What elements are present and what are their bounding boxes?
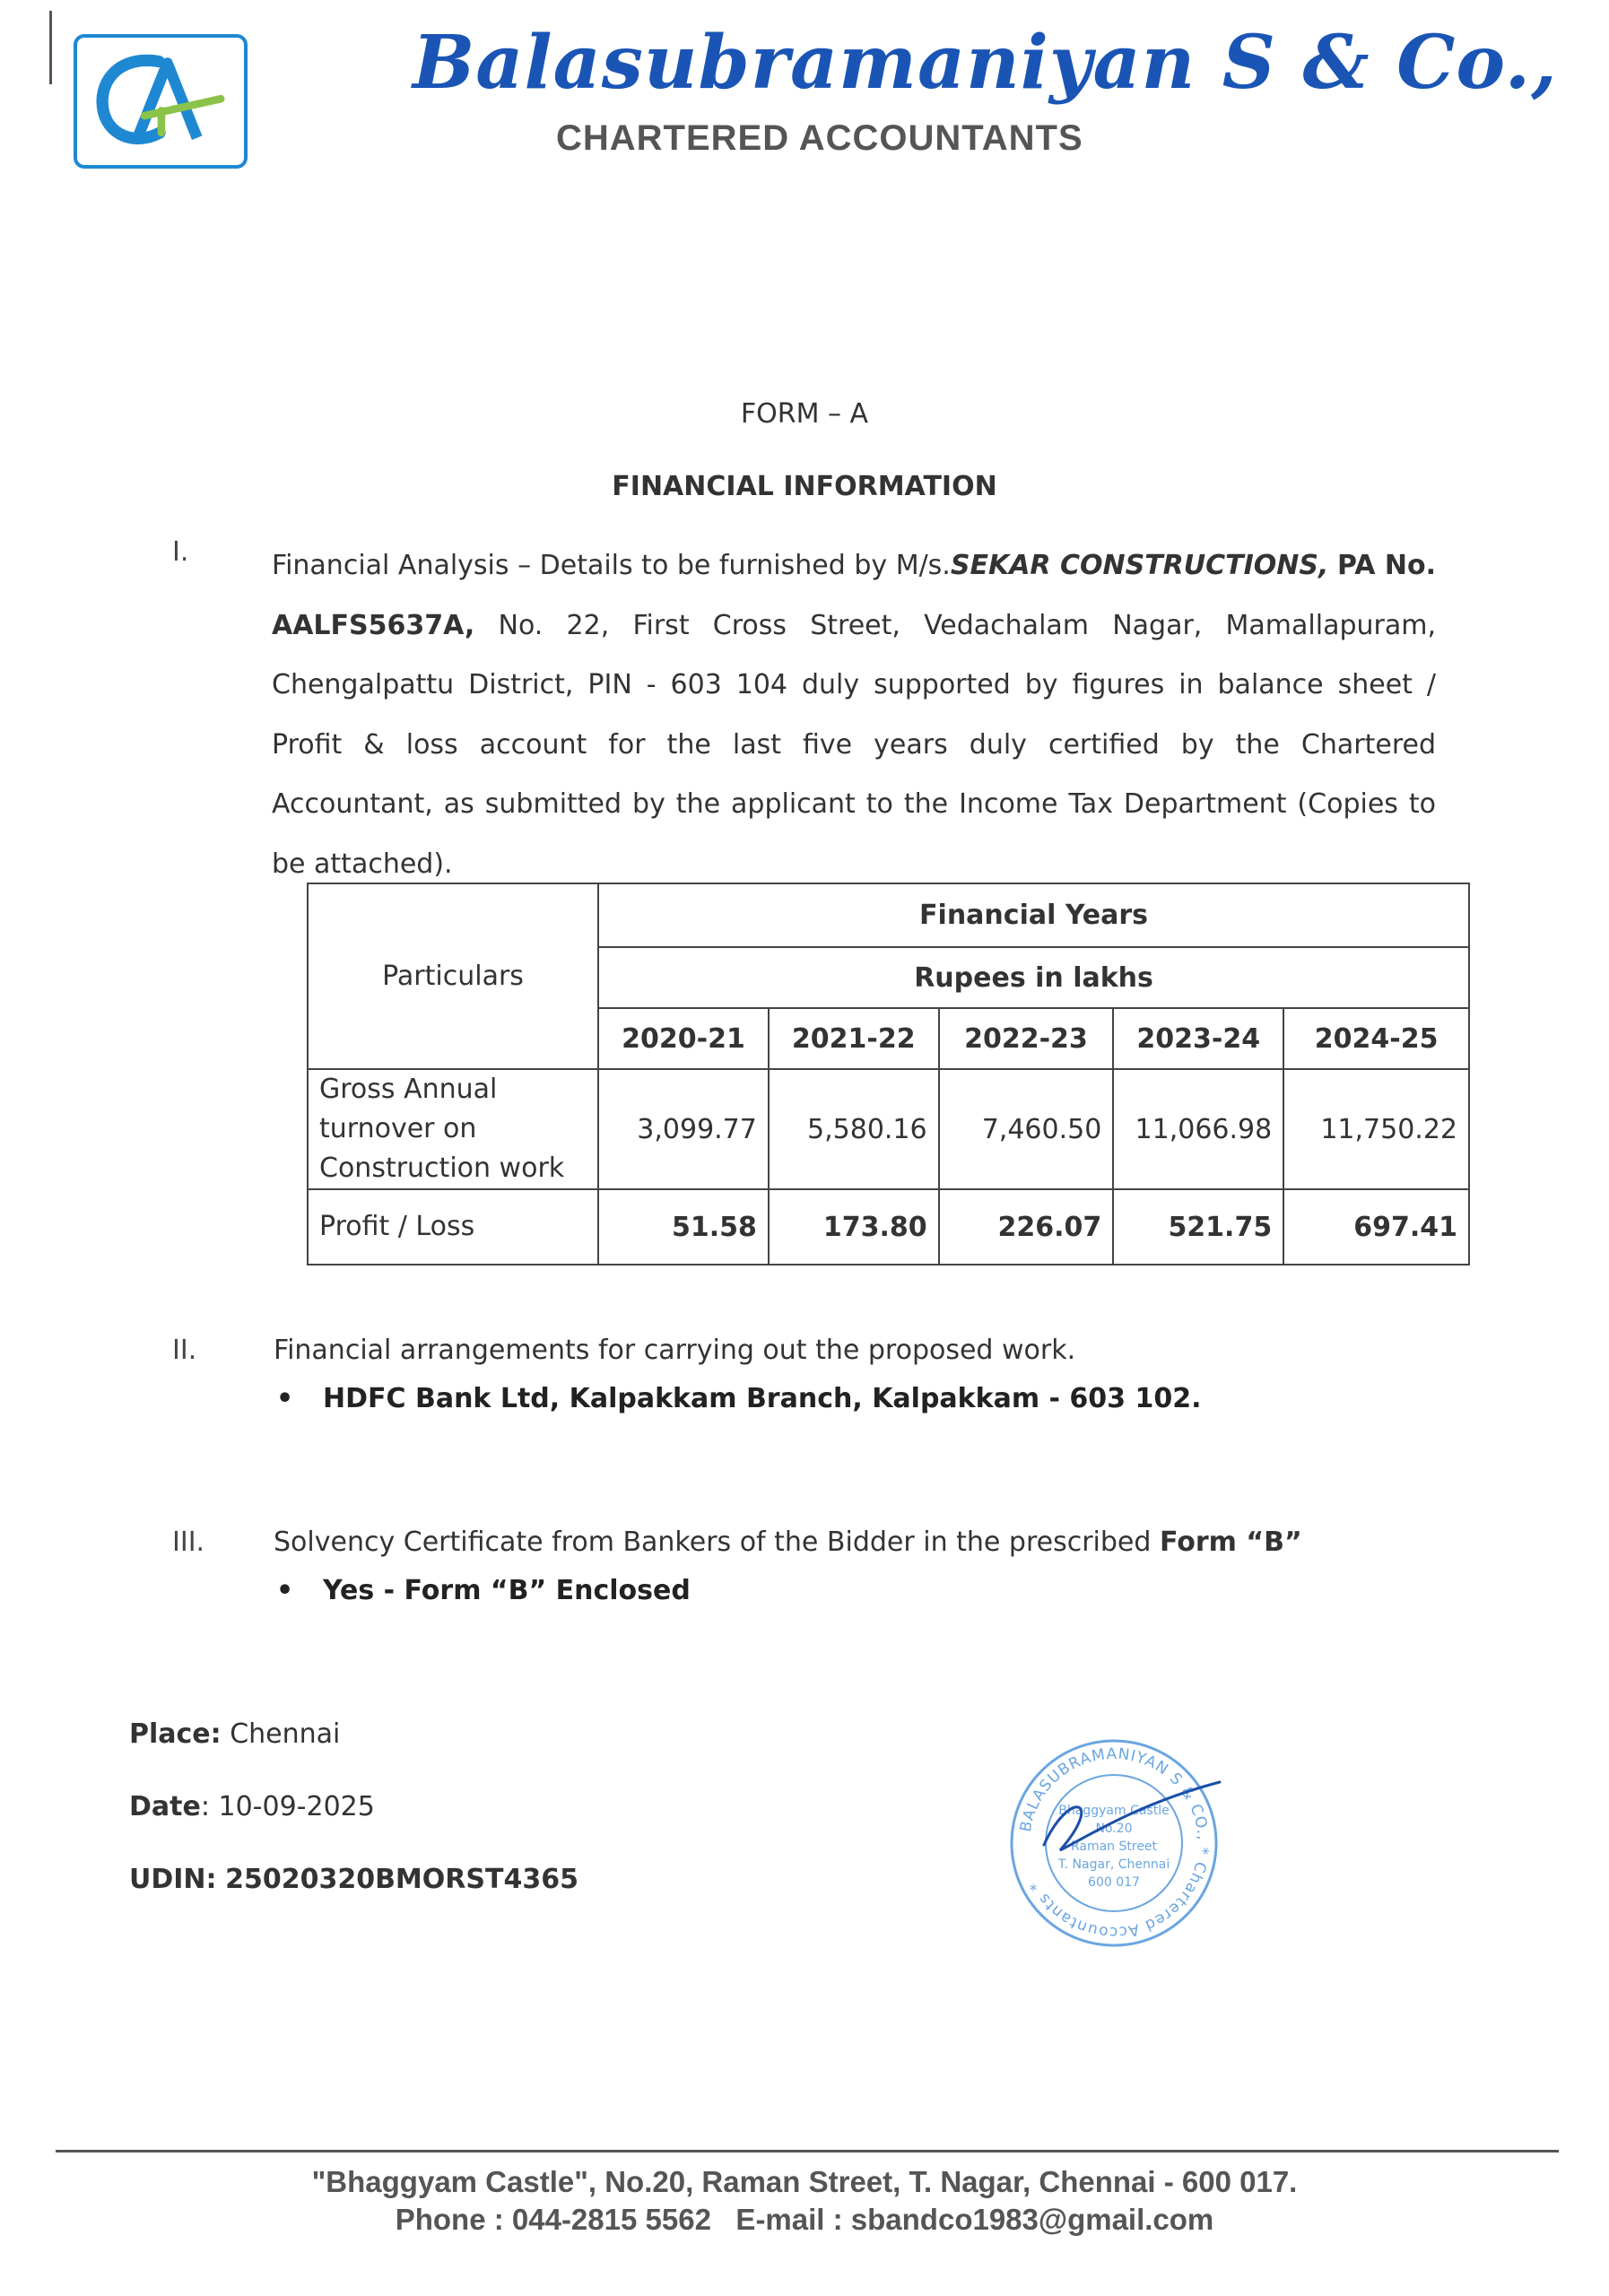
year-header: 2021-22 — [769, 1008, 939, 1069]
section-1-numeral: I. — [172, 536, 189, 568]
seal-line: 600 017 — [1088, 1875, 1140, 1890]
section-2-bullet — [276, 1383, 1202, 1414]
table-row — [308, 1189, 1469, 1265]
section-3-form-ref: Form “B” — [1159, 1526, 1302, 1558]
unit-header: Rupees in lakhs — [598, 947, 1469, 1008]
table-cell: 5,580.16 — [769, 1069, 939, 1189]
row-label: Profit / Loss — [308, 1189, 598, 1265]
financial-years-header: Financial Years — [598, 883, 1469, 947]
section-1-paragraph — [272, 536, 1436, 894]
date-value: : 10-09-2025 — [200, 1791, 375, 1822]
seal-line: T. Nagar, Chennai — [1057, 1857, 1170, 1872]
section-3-text — [274, 1526, 1302, 1558]
table-row — [308, 1069, 1469, 1189]
svg-text:BALASUBRAMANIYAN S & CO., * Ch: BALASUBRAMANIYAN S & CO., * Chartered Accountants * — [1016, 1744, 1213, 1942]
table-cell: 3,099.77 — [598, 1069, 769, 1189]
year-header: 2023-24 — [1113, 1008, 1283, 1069]
section-1-intro: Financial Analysis – Details to be furnished by M/s. — [272, 550, 951, 581]
table-cell: 11,750.22 — [1283, 1069, 1469, 1189]
particulars-header: Particulars — [308, 883, 598, 1069]
year-header: 2024-25 — [1283, 1008, 1469, 1069]
footer-address: "Bhaggyam Castle", No.20, Raman Street, T. Nagar, Chennai - 600 017. — [311, 2165, 1298, 2198]
table-cell: 7,460.50 — [939, 1069, 1114, 1189]
udin-line — [129, 1864, 578, 1895]
seal-line: No.20 — [1095, 1822, 1133, 1836]
bank-name: HDFC Bank Ltd, Kalpakkam Branch, Kalpakkam - 603 102. — [323, 1383, 1202, 1414]
seal-line: Raman Street — [1070, 1839, 1158, 1854]
year-header: 2020-21 — [598, 1008, 769, 1069]
section-3-bullet — [276, 1575, 691, 1606]
footer-divider — [56, 2150, 1559, 2152]
footer-contact: Phone : 044-2815 5562 E-mail : sbandco1983@gmail.com — [395, 2203, 1214, 2236]
seal-stamp-icon — [1006, 1735, 1222, 1951]
year-header: 2022-23 — [939, 1008, 1114, 1069]
section-3-numeral: III. — [172, 1526, 205, 1558]
firm-seal — [1006, 1735, 1222, 1951]
section-title: FINANCIAL INFORMATION — [612, 471, 997, 502]
ca-logo-icon — [77, 38, 244, 165]
scan-artifact — [49, 11, 52, 84]
bullet-icon: • — [276, 1575, 294, 1606]
date-line — [129, 1791, 375, 1822]
place-line — [129, 1718, 340, 1750]
firm-name: Balasubramaniyan S & Co., — [413, 20, 1558, 106]
table-cell: 697.41 — [1283, 1189, 1469, 1265]
date-label: Date — [129, 1791, 201, 1822]
financial-table — [307, 883, 1470, 1265]
solvency-status: Yes - Form “B” Enclosed — [323, 1575, 691, 1606]
table-cell: 51.58 — [598, 1189, 769, 1265]
section-3-body: Solvency Certificate from Bankers of the Bidder in the prescribed — [274, 1526, 1152, 1558]
ca-logo — [74, 34, 248, 169]
section-2-numeral: II. — [172, 1335, 197, 1366]
applicant-firm-name: SEKAR CONSTRUCTIONS, — [950, 550, 1329, 581]
table-cell: 521.75 — [1113, 1189, 1283, 1265]
udin-value: 25020320BMORST4365 — [225, 1864, 578, 1895]
section-2-text: Financial arrangements for carrying out the proposed work. — [274, 1335, 1076, 1366]
table-cell: 173.80 — [769, 1189, 939, 1265]
table-cell: 11,066.98 — [1113, 1069, 1283, 1189]
row-label: Gross Annual turnover on Construction work — [308, 1069, 598, 1189]
place-label: Place: — [129, 1718, 222, 1750]
form-title: FORM – A — [740, 398, 869, 430]
section-1-body: No. 22, First Cross Street, Vedachalam Nagar, Mamallapuram, Chengalpattu District, PIN - 603 104 duly supported by figures in balance sheet / Profit & loss account for the last five years duly certified by the Chartered Accountant, as submitted by the applicant to the Income Tax Department (Copies to be attached). — [272, 609, 1436, 880]
udin-label: UDIN: — [129, 1864, 217, 1895]
seal-line: Bhaggyam Castle — [1058, 1804, 1170, 1818]
firm-subtitle: CHARTERED ACCOUNTANTS — [556, 118, 1083, 158]
bullet-icon: • — [276, 1383, 294, 1414]
place-value: Chennai — [230, 1718, 341, 1750]
applicant-pan: PA No. AALFS5637A, — [272, 550, 1436, 641]
table-cell: 226.07 — [939, 1189, 1114, 1265]
